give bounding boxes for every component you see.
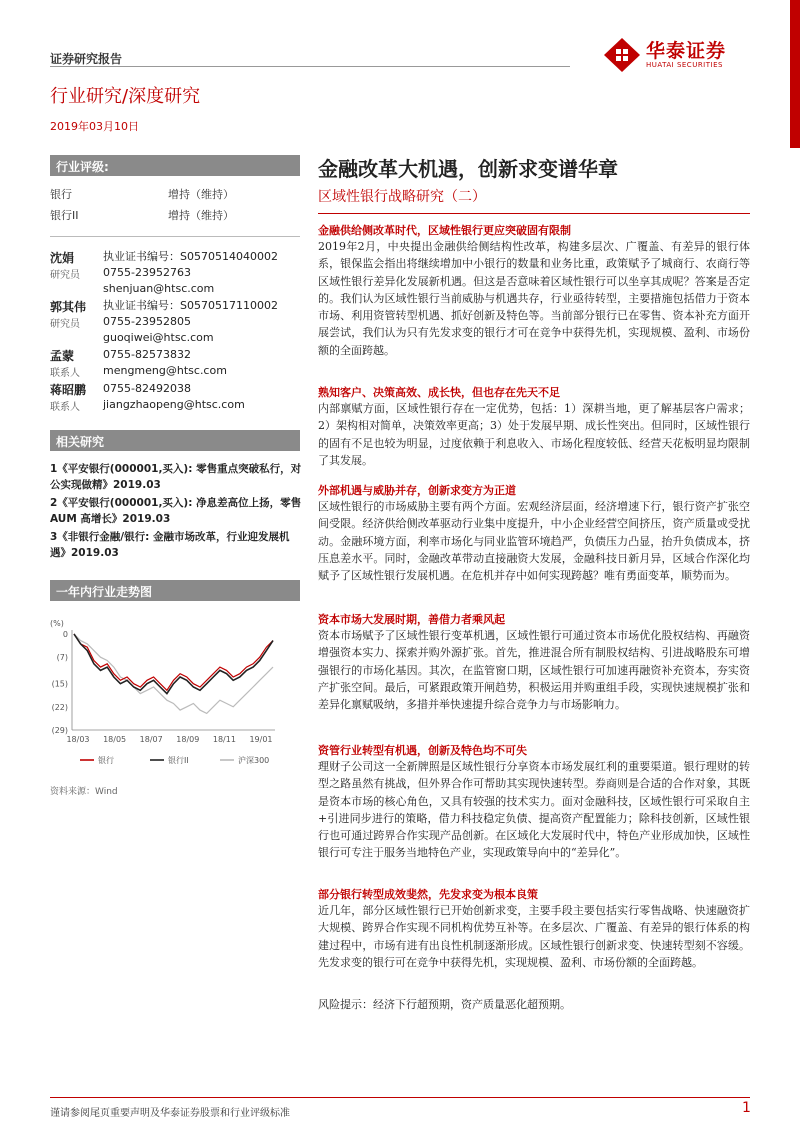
chart-source: 资料来源：Wind xyxy=(50,787,118,797)
rating-row-value: 增持（维持） xyxy=(168,188,234,201)
report-title: 金融改革大机遇，创新求变谱华章 xyxy=(318,157,618,181)
company-logo xyxy=(604,36,754,76)
section-body: 理财子公司这一全新牌照是区域性银行分享资本市场发展红利的重要渠道。银行理财的转型之路虽然有挑战，但外界合作可帮助其实现快速转型。券商则是合适的合作对象，其既是资本市场的核心角色，又具有较强的技术实力。面对金融科技，区域性银行可采取自主+引进同步进行的策略，借力科技稳定负债、提高资产配置能力；除科技创新，区域性银行也可通过跨界合作实现产品创新。在区域化大发展时代中，特色产业形成加快，区域性银行可专注于服务当地特色产业，实现政策导向中的“差异化”。 xyxy=(318,760,750,860)
x-tick-label: 18/05 xyxy=(103,735,127,744)
analyst-cert: 执业证书编号：S0570517110002 xyxy=(103,299,278,312)
analyst-phone: 0755-82492038 xyxy=(103,382,191,395)
legend-label: 沪深300 xyxy=(238,756,270,765)
rating-heading: 行业评级: xyxy=(50,155,300,176)
section-body: 资本市场赋予了区域性银行变革机遇，区域性银行可通过资本市场优化股权结构、再融资增强资本实力、探索并购外源扩张。首先，推进混合所有制股权结构、引进战略股东可增强银行的市场化基因。其次，在监管窗口期，区域性银行可加速再融资补充资本，夯实资产扩张空间。最后，可紧跟政策开闸趋势，积极运用并购重组手段，实现快速规模扩张和差异化禀赋吸纳，多措并举快速提升综合竞争力与市场影响力。 xyxy=(318,629,750,712)
x-tick-label: 19/01 xyxy=(249,735,273,744)
analyst-info xyxy=(103,347,227,379)
analyst-name: 蒋昭鹏 xyxy=(50,383,87,397)
section-body: 区域性银行的市场威胁主要有两个方面。宏观经济层面，经济增速下行，银行资产扩张空间受限。经济供给侧改革驱动行业集中度提升，中小企业经营空间挤压，资产质量或受扰动。金融环境方面，利率市场化与同业监管环境趋严，负债压力凸显，抬升负债成本，挤压息差水平。同时，金融改革带动直接融资大发展，金融科技日新月异，区域合作深化均赋予了区域性银行发展机遇。在危机并存中如何实现跨越？唯有勇面变革，顺势而为。 xyxy=(318,500,750,583)
report-category: 行业研究/深度研究 xyxy=(50,86,201,107)
logo-mark-icon xyxy=(604,38,640,72)
analyst-role: 研究员 xyxy=(50,270,80,281)
analyst-role: 联系人 xyxy=(50,402,80,413)
y-axis-label: (%) xyxy=(50,619,64,628)
analyst-info xyxy=(103,298,278,346)
y-tick-label: (22) xyxy=(51,702,68,712)
analyst-role: 研究员 xyxy=(50,319,80,330)
related-heading: 相关研究 xyxy=(50,430,300,451)
section-body: 内部禀赋方面，区域性银行存在一定优势，包括：1）深耕当地，更了解基层客户需求；2）架构相对简单，决策效率更高；3）处于发展早期、成长性突出。但同时，区域性银行的固有不足也较为明显，过度依赖于利息收入、市场化程度较低、经营天花板明显均限制了其发展。 xyxy=(318,402,750,467)
header-red-bar xyxy=(790,0,800,148)
section-title: 部分银行转型成效斐然，先发求变为根本良策 xyxy=(318,888,538,901)
analyst-role: 联系人 xyxy=(50,368,80,379)
report-subtitle: 区域性银行战略研究（二） xyxy=(318,189,486,205)
report-date: 2019年03月10日 xyxy=(50,120,139,133)
x-tick-label: 18/07 xyxy=(139,735,163,744)
trend-heading: 一年内行业走势图 xyxy=(50,580,300,601)
divider xyxy=(50,236,300,237)
y-tick-label: (15) xyxy=(51,679,68,689)
x-tick-label: 18/11 xyxy=(212,735,236,744)
legend-label: 银行 xyxy=(98,756,114,765)
related-item[interactable]: 2《平安银行(000001,买入): 净息差高位上扬，零售 AUM 高增长》2019.03 xyxy=(50,497,302,525)
section-body: 2019年2月，中央提出金融供给侧结构性改革，构建多层次、广覆盖、有差异的银行体系，银保监会指出将继续增加中小银行的数量和业务比重，政策赋予了城商行、农商行等区域性银行差异化发展新机遇。但这是否意味着区域性银行可以坐享其成呢？答案是否定的。我们认为区域性银行当前威胁与机遇共存，行业亟待转型，主要措施包括借力于资本市场、利用资管转型机遇、抓好创新及特色等。当前部分银行已在零售、资本补充方面开展尝试，我们认为只有先发求变的银行才可在竞争中获得先机，实现规模、盈利、市场份额的全面跨越。 xyxy=(318,240,750,357)
y-tick-label: 0 xyxy=(62,630,68,639)
industry-trend-chart xyxy=(50,614,300,774)
title-divider xyxy=(318,213,750,214)
analyst-info xyxy=(103,381,245,413)
header-divider xyxy=(50,66,570,67)
legend-label: 银行II xyxy=(168,756,189,765)
analyst-email[interactable]: mengmeng@htsc.com xyxy=(103,364,227,377)
section-title: 熟知客户、决策高效、成长快，但也存在先天不足 xyxy=(318,386,560,399)
y-tick-label: (29) xyxy=(51,726,68,735)
section-title: 资管行业转型有机遇，创新及特色均不可失 xyxy=(318,744,527,757)
rating-row-name: 银行 xyxy=(50,188,72,201)
footer-disclaimer: 谨请参阅尾页重要声明及华泰证券股票和行业评级标准 xyxy=(50,1108,290,1119)
analyst-cert: 执业证书编号：S0570514040002 xyxy=(103,250,278,263)
section-body: 近几年，部分区域性银行已开始创新求变，主要手段主要包括实行零售战略、快速融资扩大规模、跨界合作实现不同机构优势互补等。在多层次、广覆盖、有差异的银行体系的构建过程中，市场有进有出良性机制逐渐形成。区域性银行创新求变、快速转型刻不容缓。先发求变的银行可在竞争中获得先机，实现规模、盈利、市场份额的全面跨越。 xyxy=(318,904,750,969)
analyst-phone: 0755-23952763 xyxy=(103,266,191,279)
section-title: 外部机遇与威胁并存，创新求变方为正道 xyxy=(318,484,516,497)
rating-row-name: 银行II xyxy=(50,209,79,222)
section-title: 资本市场大发展时期，善借力者乘风起 xyxy=(318,613,505,626)
section-title: 金融供给侧改革时代，区域性银行更应突破固有限制 xyxy=(318,224,571,237)
analyst-name: 孟蒙 xyxy=(50,349,75,363)
x-tick-label: 18/09 xyxy=(176,735,200,744)
analyst-phone: 0755-82573832 xyxy=(103,348,191,361)
footer-divider xyxy=(50,1097,750,1098)
doc-type: 证券研究报告 xyxy=(50,52,123,66)
risk-warning: 风险提示：经济下行超预期，资产质量恶化超预期。 xyxy=(318,998,571,1011)
analyst-info xyxy=(103,249,278,297)
analyst-email[interactable]: guoqiwei@htsc.com xyxy=(103,331,214,344)
series-line-bank-ii xyxy=(74,634,273,694)
logo-cn: 华泰证券 xyxy=(646,40,727,62)
logo-en: HUATAI SECURITIES xyxy=(646,61,723,69)
related-item[interactable]: 1《平安银行(000001,买入): 零售重点突破私行，对公实现做精》2019.03 xyxy=(50,463,302,491)
related-item[interactable]: 3《非银行金融/银行: 金融市场改革，行业迎发展机遇》2019.03 xyxy=(50,531,290,559)
analyst-phone: 0755-23952805 xyxy=(103,315,191,328)
analyst-email[interactable]: jiangzhaopeng@htsc.com xyxy=(103,398,245,411)
y-tick-label: (7) xyxy=(56,653,68,663)
analyst-name: 沈娟 xyxy=(50,251,75,265)
page-number: 1 xyxy=(742,1100,751,1116)
analyst-name: 郭其伟 xyxy=(50,300,87,314)
series-line-bank xyxy=(74,634,273,690)
x-tick-label: 18/03 xyxy=(66,735,90,744)
analyst-email[interactable]: shenjuan@htsc.com xyxy=(103,282,215,295)
rating-row-value: 增持（维持） xyxy=(168,209,234,222)
